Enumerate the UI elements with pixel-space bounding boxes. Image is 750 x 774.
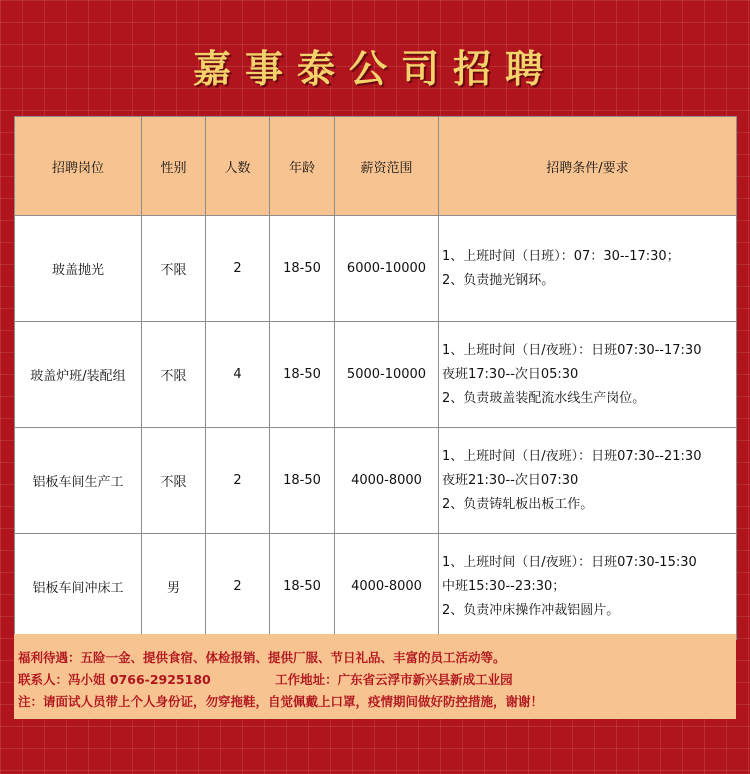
- cell-gender: 不限: [142, 216, 206, 322]
- cell-count: 4: [206, 322, 270, 428]
- cell-count: 2: [206, 534, 270, 640]
- cell-position: 铝板车间冲床工: [15, 534, 142, 640]
- header-requirements: 招聘条件/要求: [439, 117, 737, 216]
- requirement-line: 中班15:30--23:30；: [442, 578, 566, 594]
- notice-text: 注：请面试人员带上个人身份证，勿穿拖鞋，自觉佩戴上口罩，疫情期间做好防控措施，谢谢！: [18, 694, 544, 709]
- cell-salary: 5000-10000: [335, 322, 439, 428]
- header-salary: 薪资范围: [335, 117, 439, 216]
- cell-gender: 男: [142, 534, 206, 640]
- requirement-line: 夜班21:30--次日07:30: [442, 472, 579, 488]
- cell-age: 18-50: [270, 428, 335, 534]
- recruitment-table-container: [14, 116, 736, 640]
- contact-text: 联系人：冯小姐 0766-2925180: [18, 672, 211, 687]
- cell-requirements: [439, 216, 737, 322]
- requirement-line: 2、负责玻盖装配流水线生产岗位。: [442, 390, 646, 406]
- requirement-line: 1、上班时间（日/夜班）：日班07:30-15:30: [442, 554, 697, 570]
- info-footer: [14, 634, 736, 719]
- header-age: 年龄: [270, 117, 335, 216]
- benefits-text: 福利待遇：五险一金、提供食宿、体检报销、提供厂服、节日礼品、丰富的员工活动等。: [18, 650, 506, 665]
- requirement-line: 1、上班时间（日/夜班）：日班07:30--17:30: [442, 342, 702, 358]
- cell-salary: 4000-8000: [335, 534, 439, 640]
- cell-requirements: [439, 534, 737, 640]
- header-count: 人数: [206, 117, 270, 216]
- requirement-line: 2、负责抛光钢环。: [442, 272, 555, 288]
- requirement-line: 2、负责冲床操作冲裁铝圆片。: [442, 602, 620, 618]
- recruitment-table: [14, 116, 737, 640]
- table-row: [15, 322, 737, 428]
- page-title: 嘉事泰公司招聘: [192, 47, 557, 91]
- cell-gender: 不限: [142, 322, 206, 428]
- contact-line: [18, 670, 736, 692]
- cell-age: 18-50: [270, 322, 335, 428]
- header-position: 招聘岗位: [15, 117, 142, 216]
- table-header-row: [15, 117, 737, 216]
- requirement-line: 1、上班时间（日/夜班）：日班07:30--21:30: [442, 448, 702, 464]
- requirement-line: 2、负责铸轧板出板工作。: [442, 496, 594, 512]
- table-row: [15, 216, 737, 322]
- cell-position: 铝板车间生产工: [15, 428, 142, 534]
- cell-salary: 4000-8000: [335, 428, 439, 534]
- cell-requirements: [439, 428, 737, 534]
- cell-position: 玻盖炉班/装配组: [15, 322, 142, 428]
- cell-age: 18-50: [270, 534, 335, 640]
- cell-gender: 不限: [142, 428, 206, 534]
- table-row: [15, 534, 737, 640]
- address-text: 工作地址：广东省云浮市新兴县新成工业园: [275, 672, 513, 687]
- cell-salary: 6000-10000: [335, 216, 439, 322]
- cell-position: 玻盖抛光: [15, 216, 142, 322]
- cell-count: 2: [206, 216, 270, 322]
- cell-count: 2: [206, 428, 270, 534]
- header-gender: 性别: [142, 117, 206, 216]
- requirement-line: 夜班17:30--次日05:30: [442, 366, 579, 382]
- cell-age: 18-50: [270, 216, 335, 322]
- cell-requirements: [439, 322, 737, 428]
- table-row: [15, 428, 737, 534]
- requirement-line: 1、上班时间（日班）：07：30--17:30；: [442, 248, 680, 264]
